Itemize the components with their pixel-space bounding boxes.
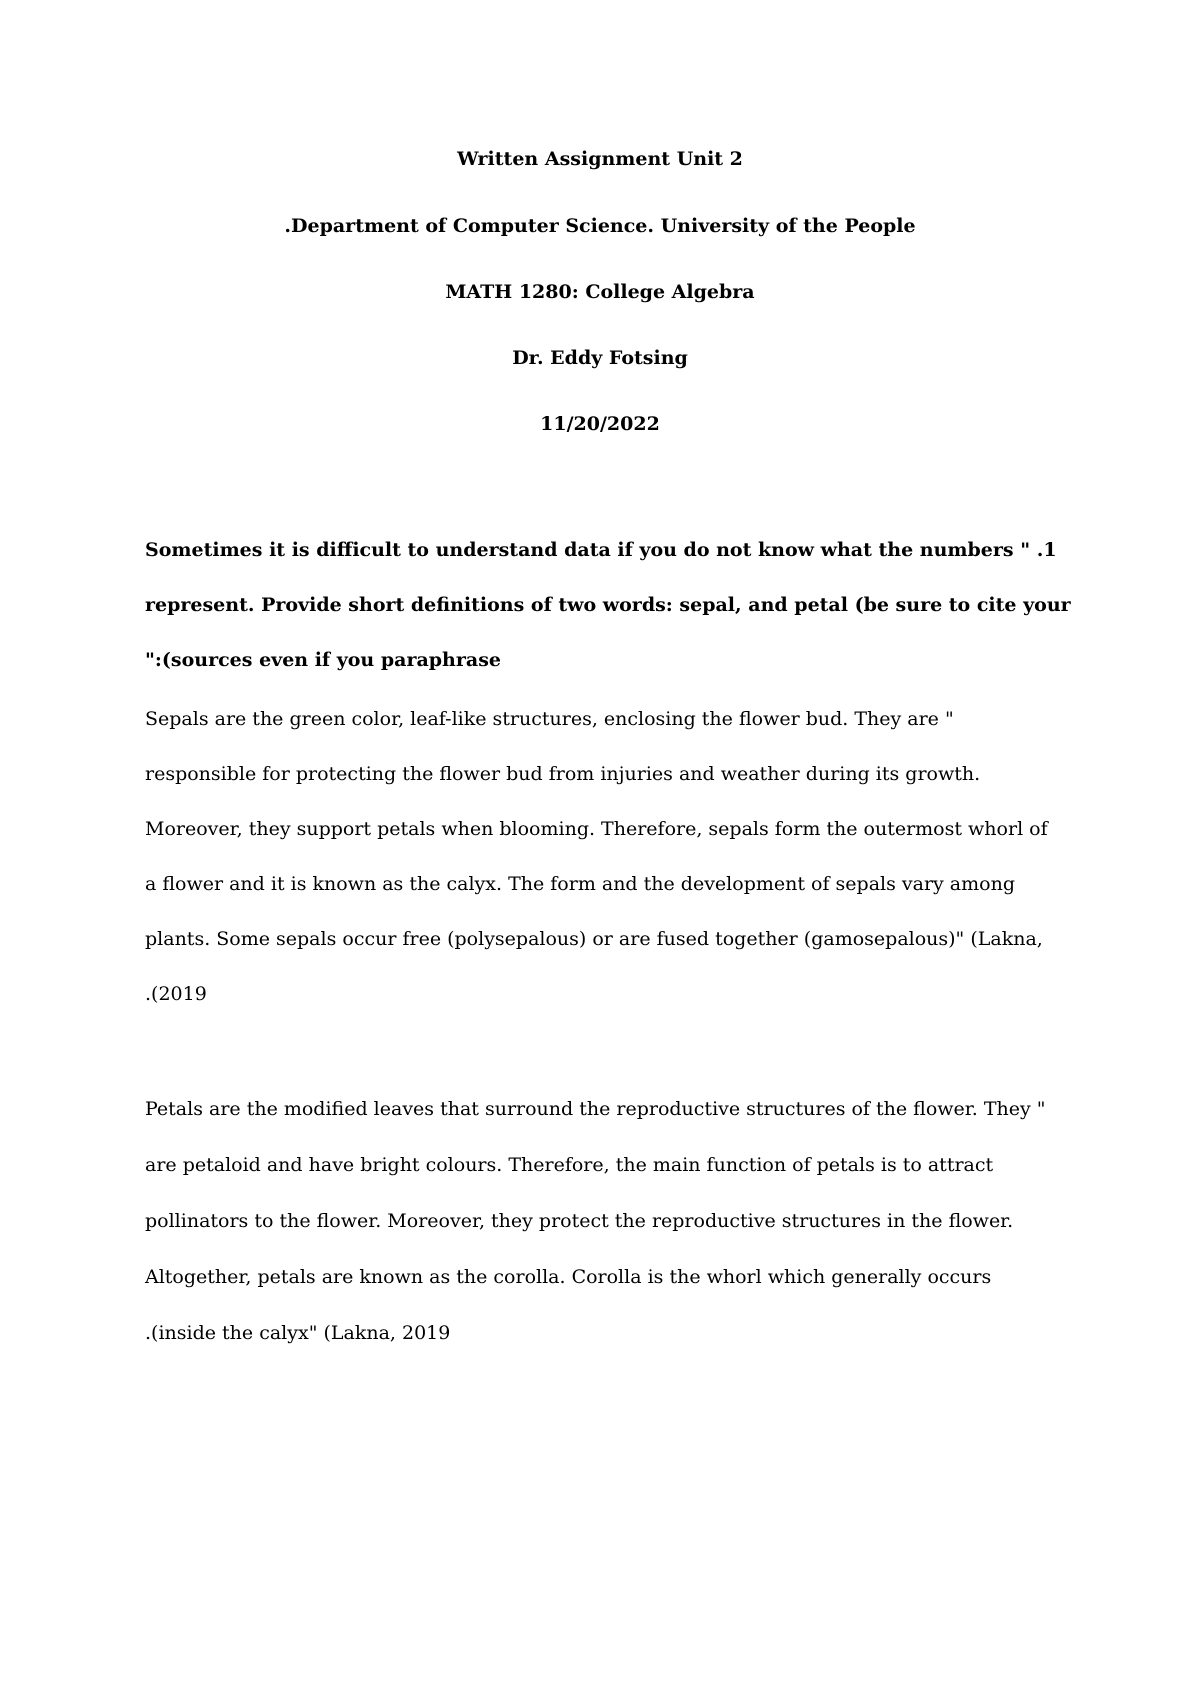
- title-block: [0, 146, 1200, 477]
- question-line: represent. Provide short definitions of two words: sepal, and petal (be sure to cite your: [145, 594, 1071, 616]
- question-line: Sometimes it is difficult to understand data if you do not know what the numbers " .1: [145, 539, 1057, 561]
- question-block: [145, 537, 1080, 702]
- petal-paragraph: [145, 1096, 1080, 1376]
- paragraph-line: .(inside the calyx" (Lakna, 2019: [145, 1322, 451, 1344]
- paragraph-line: .(2019: [145, 983, 207, 1005]
- paragraph-line: plants. Some sepals occur free (polysepalous) or are fused together (gamosepalous)" (Lakna,: [145, 928, 1043, 950]
- question-line: ":(sources even if you paraphrase: [145, 649, 501, 671]
- department-line: .Department of Computer Science. University of the People: [284, 215, 916, 237]
- paragraph-line: are petaloid and have bright colours. Therefore, the main function of petals is to attract: [145, 1154, 994, 1176]
- paragraph-line: a flower and it is known as the calyx. The form and the development of sepals vary among: [145, 873, 1015, 895]
- sepal-paragraph: [145, 706, 1080, 1036]
- paragraph-line: responsible for protecting the flower bud from injuries and weather during its growth.: [145, 763, 981, 785]
- paragraph-line: Petals are the modified leaves that surround the reproductive structures of the flower. They ": [145, 1098, 1046, 1120]
- assignment-title: Written Assignment Unit 2: [457, 148, 743, 170]
- paragraph-line: Altogether, petals are known as the corolla. Corolla is the whorl which generally occurs: [145, 1266, 992, 1288]
- paragraph-line: pollinators to the flower. Moreover, they protect the reproductive structures in the flower.: [145, 1210, 1014, 1232]
- instructor-line: Dr. Eddy Fotsing: [512, 347, 688, 369]
- paragraph-line: Sepals are the green color, leaf-like structures, enclosing the flower bud. They are ": [145, 708, 954, 730]
- paragraph-line: Moreover, they support petals when blooming. Therefore, sepals form the outermost whorl of: [145, 818, 1048, 840]
- course-line: MATH 1280: College Algebra: [445, 281, 755, 303]
- date-line: 11/20/2022: [540, 413, 660, 435]
